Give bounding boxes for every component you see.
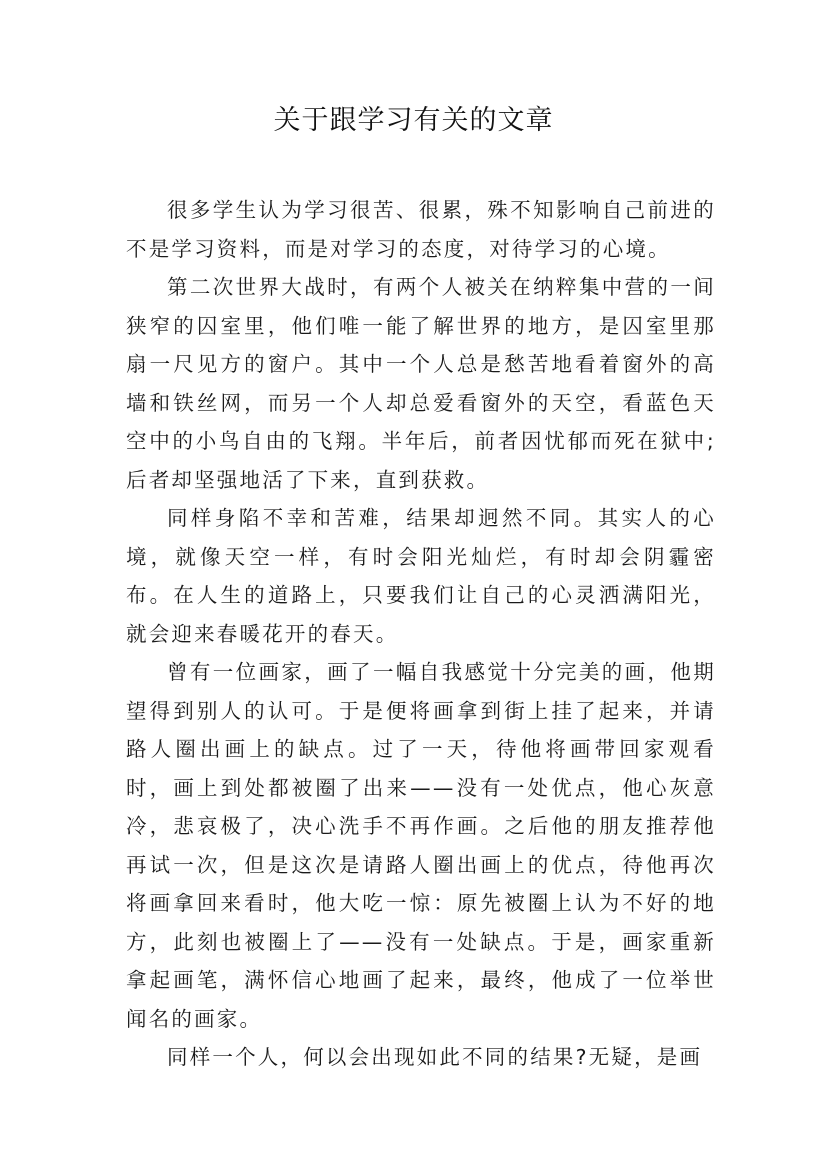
paragraph: 很多学生认为学习很苦、很累，殊不知影响自己前进的不是学习资料，而是对学习的态度，对待学习的心境。	[126, 198, 716, 261]
paragraph: 第二次世界大战时，有两个人被关在纳粹集中营的一间狭窄的囚室里，他们唯一能了解世界的地方，是囚室里那扇一尺见方的窗户。其中一个人总是愁苦地看着窗外的高墙和铁丝网，而另一个人却总爱看窗外的天空，看蓝色天空中的小鸟自由的飞翔。半年后，前者因忧郁而死在狱中;后者却坚强地活了下来，直到获救。	[126, 275, 716, 492]
document-body	[126, 191, 716, 1077]
paragraph: 同样一个人，何以会出现如此不同的结果?无疑，是画	[167, 1045, 703, 1069]
paragraph: 曾有一位画家，画了一幅自我感觉十分完美的画，他期望得到别人的认可。于是便将画拿到街上挂了起来，并请路人圈出画上的缺点。过了一天，待他将画带回家观看时，画上到处都被圈了出来——没有一处优点，他心灰意冷，悲哀极了，决心洗手不再作画。之后他的朋友推荐他再试一次，但是这次是请路人圈出画上的优点，待他再次将画拿回来看时，他大吃一惊：原先被圈上认为不好的地方，此刻也被圈上了——没有一处缺点。于是，画家重新拿起画笔，满怀信心地画了起来，最终，他成了一位举世闻名的画家。	[126, 660, 716, 1031]
paragraph: 同样身陷不幸和苦难，结果却迥然不同。其实人的心境，就像天空一样，有时会阳光灿烂，有时却会阴霾密布。在人生的道路上，只要我们让自己的心灵洒满阳光，就会迎来春暖花开的春天。	[126, 506, 716, 646]
document-title: 关于跟学习有关的文章	[273, 105, 554, 136]
